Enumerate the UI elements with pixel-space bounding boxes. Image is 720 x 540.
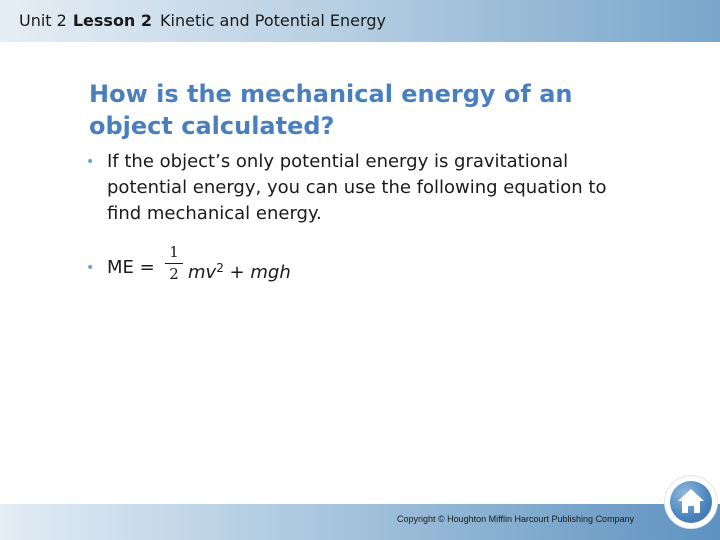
bullet-item bbox=[86, 149, 646, 227]
header-bar bbox=[0, 0, 720, 42]
fraction-numerator: 1 bbox=[169, 243, 179, 261]
copyright-text: Copyright © Houghton Mifflin Harcourt Publishing Company bbox=[397, 514, 635, 524]
equation-mgh: mgh bbox=[250, 262, 291, 283]
slide-title: How is the mechanical energy of an object calculated? bbox=[89, 80, 573, 140]
header-title bbox=[19, 11, 386, 30]
header-topic: Kinetic and Potential Energy bbox=[160, 11, 386, 30]
equation-mv: mv bbox=[188, 262, 217, 283]
equation-plus: + bbox=[223, 262, 251, 283]
header-lesson: Lesson 2 bbox=[72, 11, 153, 30]
equation-lhs: ME = bbox=[107, 257, 155, 278]
equation-fraction bbox=[165, 243, 183, 283]
bullet-dot-icon: • bbox=[86, 154, 95, 170]
fraction-denominator: 2 bbox=[169, 265, 179, 283]
home-button[interactable] bbox=[665, 476, 717, 528]
equation-rhs bbox=[188, 255, 291, 286]
fraction-bar bbox=[165, 263, 183, 264]
home-icon bbox=[665, 476, 717, 528]
equation-exponent: 2 bbox=[216, 261, 224, 275]
bullet-dot-icon: • bbox=[86, 260, 95, 276]
header-unit: Unit 2 bbox=[19, 11, 67, 30]
bullet-text: If the object’s only potential energy is gravitational potential energy, you can use the following equation to find mechanical energy. bbox=[107, 151, 607, 224]
